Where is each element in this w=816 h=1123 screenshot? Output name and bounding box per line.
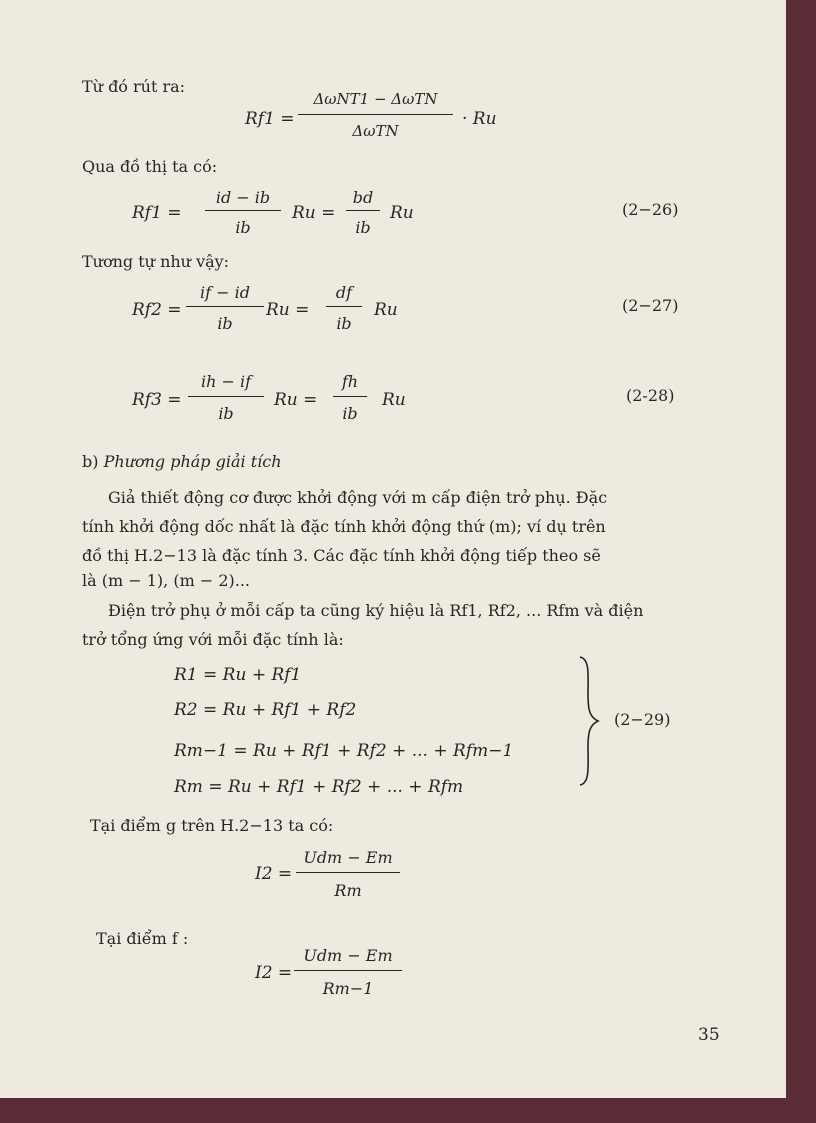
paragraph-1-line-3: đồ thị H.2−13 là đặc tính 3. Các đặc tính khởi động tiếp theo sẽ [82,546,601,565]
paragraph-1-line-4: là (m − 1), (m − 2)... [82,571,250,590]
eq-2-27-tail: Ru [374,300,398,320]
eq-2-28-label: (2-28) [626,386,675,405]
eq-i2-g-bar [296,872,400,873]
eq-i2-g-lhs: I2 = [255,864,293,884]
eq-2-28-frac1 [188,372,264,428]
eq-2-26-den2: ib [355,218,371,237]
eq-i2-f-lhs: I2 = [255,963,293,983]
eq-2-26-frac2 [346,188,380,240]
eq-2-27-bar1 [186,306,264,307]
right-curly-brace [576,655,602,787]
section-b-heading [82,454,282,470]
eq-i2-f-den: Rm−1 [322,979,374,998]
eq-2-26-mid: Ru = [292,203,336,223]
eq-top-lhs: Rf1 = [245,109,295,129]
eq-i2-g-den: Rm [334,881,362,900]
paragraph-2-line-2: trở tổng ứng với mỗi đặc tính là: [82,630,344,649]
eq-top-denominator: ΔωTN [352,122,399,140]
text-qua-do-thi: Qua đồ thị ta có: [82,157,218,176]
eq-2-27-frac2 [326,283,362,337]
eq-top-fraction-bar [298,114,453,115]
text-tai-diem-g: Tại điểm g trên H.2−13 ta có: [90,816,334,835]
eq-2-27-label: (2−27) [622,296,679,315]
eq-2-27-mid: Ru = [266,300,310,320]
eq-2-28-num1: ih − if [200,372,252,391]
text-tu-do: Từ đó rút ra: [82,77,186,96]
eq-2-29-line-3: Rm−1 = Ru + Rf1 + Rf2 + ... + Rfm−1 [174,741,514,761]
eq-2-28-lhs: Rf3 = [132,390,182,410]
eq-2-26-lhs: Rf1 = [132,203,182,223]
text-tai-diem-f: Tại điểm f : [96,929,189,948]
eq-2-28-tail: Ru [382,390,406,410]
eq-2-26-tail: Ru [390,203,414,223]
paragraph-1-line-1: Giả thiết động cơ được khởi động với m cấp điện trở phụ. Đặc [108,488,608,507]
eq-2-28-mid: Ru = [274,390,318,410]
eq-2-28-den1: ib [218,404,234,423]
eq-2-26-frac1 [205,188,281,240]
text-tuong-tu: Tương tự như vậy: [82,252,230,271]
eq-2-29-label: (2−29) [614,710,671,729]
eq-i2-f-fraction [294,946,402,1002]
eq-2-28-bar2 [333,396,367,397]
eq-top-numerator: ΔωNT1 − ΔωTN [313,90,438,108]
eq-2-27-num2: df [335,283,353,302]
eq-2-27-den2: ib [336,314,352,333]
eq-2-28-num2: fh [341,372,359,391]
paragraph-1-line-2: tính khởi động dốc nhất là đặc tính khởi động thứ (m); ví dụ trên [82,517,606,536]
section-b-title: Phương pháp giải tích [103,452,282,471]
paragraph-2-line-1: Điện trở phụ ở mỗi cấp ta cũng ký hiệu là Rf1, Rf2, ... Rfm và điện [108,601,644,620]
eq-2-26-bar2 [346,210,380,211]
eq-2-27-num1: if − id [200,283,250,302]
eq-2-28-frac2 [333,372,367,428]
eq-top-tail: · Ru [462,109,497,129]
eq-2-28-bar1 [188,396,264,397]
eq-2-27-frac1 [186,283,264,337]
eq-2-29-line-1: R1 = Ru + Rf1 [174,665,302,685]
eq-2-27-lhs: Rf2 = [132,300,182,320]
page-number: 35 [698,1025,720,1045]
eq-2-28-den2: ib [342,404,358,423]
eq-2-29-line-4: Rm = Ru + Rf1 + Rf2 + ... + Rfm [174,777,464,797]
eq-2-26-num1: id − ib [215,188,271,207]
eq-2-27-den1: ib [217,314,233,333]
eq-i2-g-num: Udm − Em [303,848,393,867]
eq-2-26-num2: bd [352,188,374,207]
eq-i2-f-bar [294,970,402,971]
eq-2-26-den1: ib [235,218,251,237]
eq-2-26-label: (2−26) [622,200,679,219]
eq-2-26-bar1 [205,210,281,211]
eq-i2-f-num: Udm − Em [303,946,393,965]
eq-2-27-bar2 [326,306,362,307]
section-b-prefix: b) [82,452,99,471]
eq-2-29-line-2: R2 = Ru + Rf1 + Rf2 [174,700,357,720]
eq-top-fraction [298,90,453,144]
eq-i2-g-fraction [296,848,400,904]
